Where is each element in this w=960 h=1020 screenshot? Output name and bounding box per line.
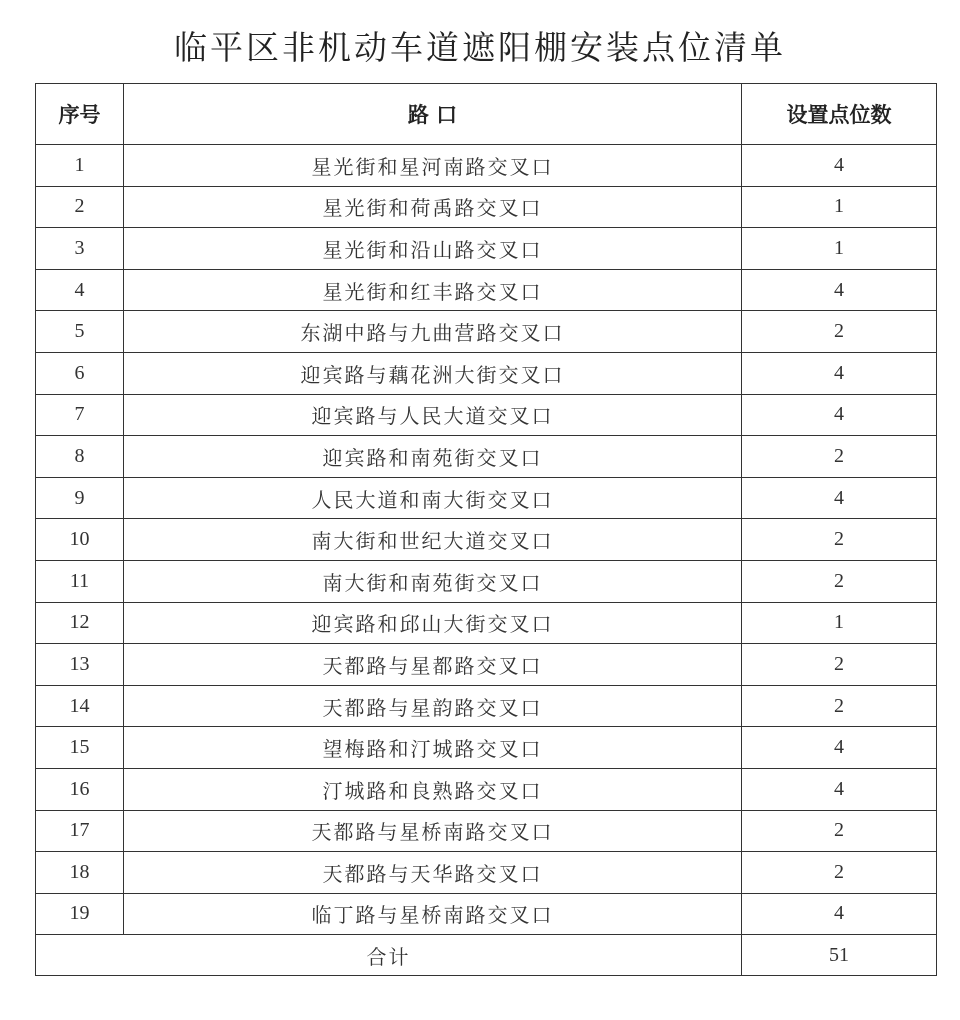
- row-index: 19: [36, 893, 124, 935]
- table-header-row: [36, 84, 937, 145]
- row-road: 望梅路和汀城路交叉口: [124, 727, 742, 769]
- table-row: [36, 685, 937, 727]
- row-count: 4: [742, 893, 937, 935]
- row-road: 迎宾路与人民大道交叉口: [124, 394, 742, 436]
- table-row: [36, 477, 937, 519]
- row-count: 4: [742, 477, 937, 519]
- table-row: [36, 228, 937, 270]
- table-row: [36, 602, 937, 644]
- row-road: 汀城路和良熟路交叉口: [124, 768, 742, 810]
- row-road: 南大街和南苑街交叉口: [124, 560, 742, 602]
- row-road: 迎宾路与藕花洲大街交叉口: [124, 352, 742, 394]
- row-road: 人民大道和南大街交叉口: [124, 477, 742, 519]
- row-index: 3: [36, 228, 124, 270]
- row-index: 9: [36, 477, 124, 519]
- table-row: [36, 311, 937, 353]
- row-index: 18: [36, 852, 124, 894]
- table-row: [36, 644, 937, 686]
- table-row: [36, 352, 937, 394]
- row-index: 7: [36, 394, 124, 436]
- row-index: 1: [36, 145, 124, 187]
- header-road: 路 口: [124, 84, 742, 145]
- table-row: [36, 269, 937, 311]
- row-index: 15: [36, 727, 124, 769]
- row-count: 2: [742, 519, 937, 561]
- row-count: 2: [742, 644, 937, 686]
- row-index: 12: [36, 602, 124, 644]
- table-row: [36, 560, 937, 602]
- row-index: 11: [36, 560, 124, 602]
- table-row: [36, 436, 937, 478]
- row-road: 临丁路与星桥南路交叉口: [124, 893, 742, 935]
- row-count: 2: [742, 560, 937, 602]
- row-index: 14: [36, 685, 124, 727]
- row-road: 星光街和红丰路交叉口: [124, 269, 742, 311]
- row-count: 4: [742, 394, 937, 436]
- row-index: 17: [36, 810, 124, 852]
- row-road: 南大街和世纪大道交叉口: [124, 519, 742, 561]
- row-count: 1: [742, 602, 937, 644]
- row-count: 4: [742, 145, 937, 187]
- row-count: 2: [742, 810, 937, 852]
- table-row: [36, 145, 937, 187]
- row-road: 天都路与星韵路交叉口: [124, 685, 742, 727]
- table-row: [36, 852, 937, 894]
- row-road: 天都路与星桥南路交叉口: [124, 810, 742, 852]
- page-title: 临平区非机动车道遮阳棚安装点位清单: [174, 28, 786, 67]
- total-count: 51: [742, 935, 937, 976]
- row-count: 2: [742, 685, 937, 727]
- row-count: 4: [742, 352, 937, 394]
- row-index: 4: [36, 269, 124, 311]
- row-road: 星光街和沿山路交叉口: [124, 228, 742, 270]
- table-row: [36, 186, 937, 228]
- installation-list-table: [35, 83, 937, 976]
- row-road: 星光街和荷禹路交叉口: [124, 186, 742, 228]
- row-road: 迎宾路和邱山大街交叉口: [124, 602, 742, 644]
- row-road: 天都路与星都路交叉口: [124, 644, 742, 686]
- row-index: 10: [36, 519, 124, 561]
- table-row: [36, 519, 937, 561]
- row-road: 星光街和星河南路交叉口: [124, 145, 742, 187]
- row-count: 2: [742, 311, 937, 353]
- row-count: 1: [742, 186, 937, 228]
- row-count: 4: [742, 768, 937, 810]
- header-index: 序号: [36, 84, 124, 145]
- row-road: 东湖中路与九曲营路交叉口: [124, 311, 742, 353]
- row-index: 2: [36, 186, 124, 228]
- row-index: 16: [36, 768, 124, 810]
- row-road: 迎宾路和南苑街交叉口: [124, 436, 742, 478]
- header-count: 设置点位数: [742, 84, 937, 145]
- total-label: 合计: [36, 935, 742, 976]
- row-count: 2: [742, 852, 937, 894]
- row-index: 6: [36, 352, 124, 394]
- table-row: [36, 394, 937, 436]
- table-row: [36, 768, 937, 810]
- row-road: 天都路与天华路交叉口: [124, 852, 742, 894]
- row-count: 4: [742, 269, 937, 311]
- table-row: [36, 727, 937, 769]
- row-count: 2: [742, 436, 937, 478]
- table-row: [36, 810, 937, 852]
- row-index: 13: [36, 644, 124, 686]
- row-count: 1: [742, 228, 937, 270]
- table-row: [36, 893, 937, 935]
- row-index: 8: [36, 436, 124, 478]
- total-row: [36, 935, 937, 976]
- row-count: 4: [742, 727, 937, 769]
- row-index: 5: [36, 311, 124, 353]
